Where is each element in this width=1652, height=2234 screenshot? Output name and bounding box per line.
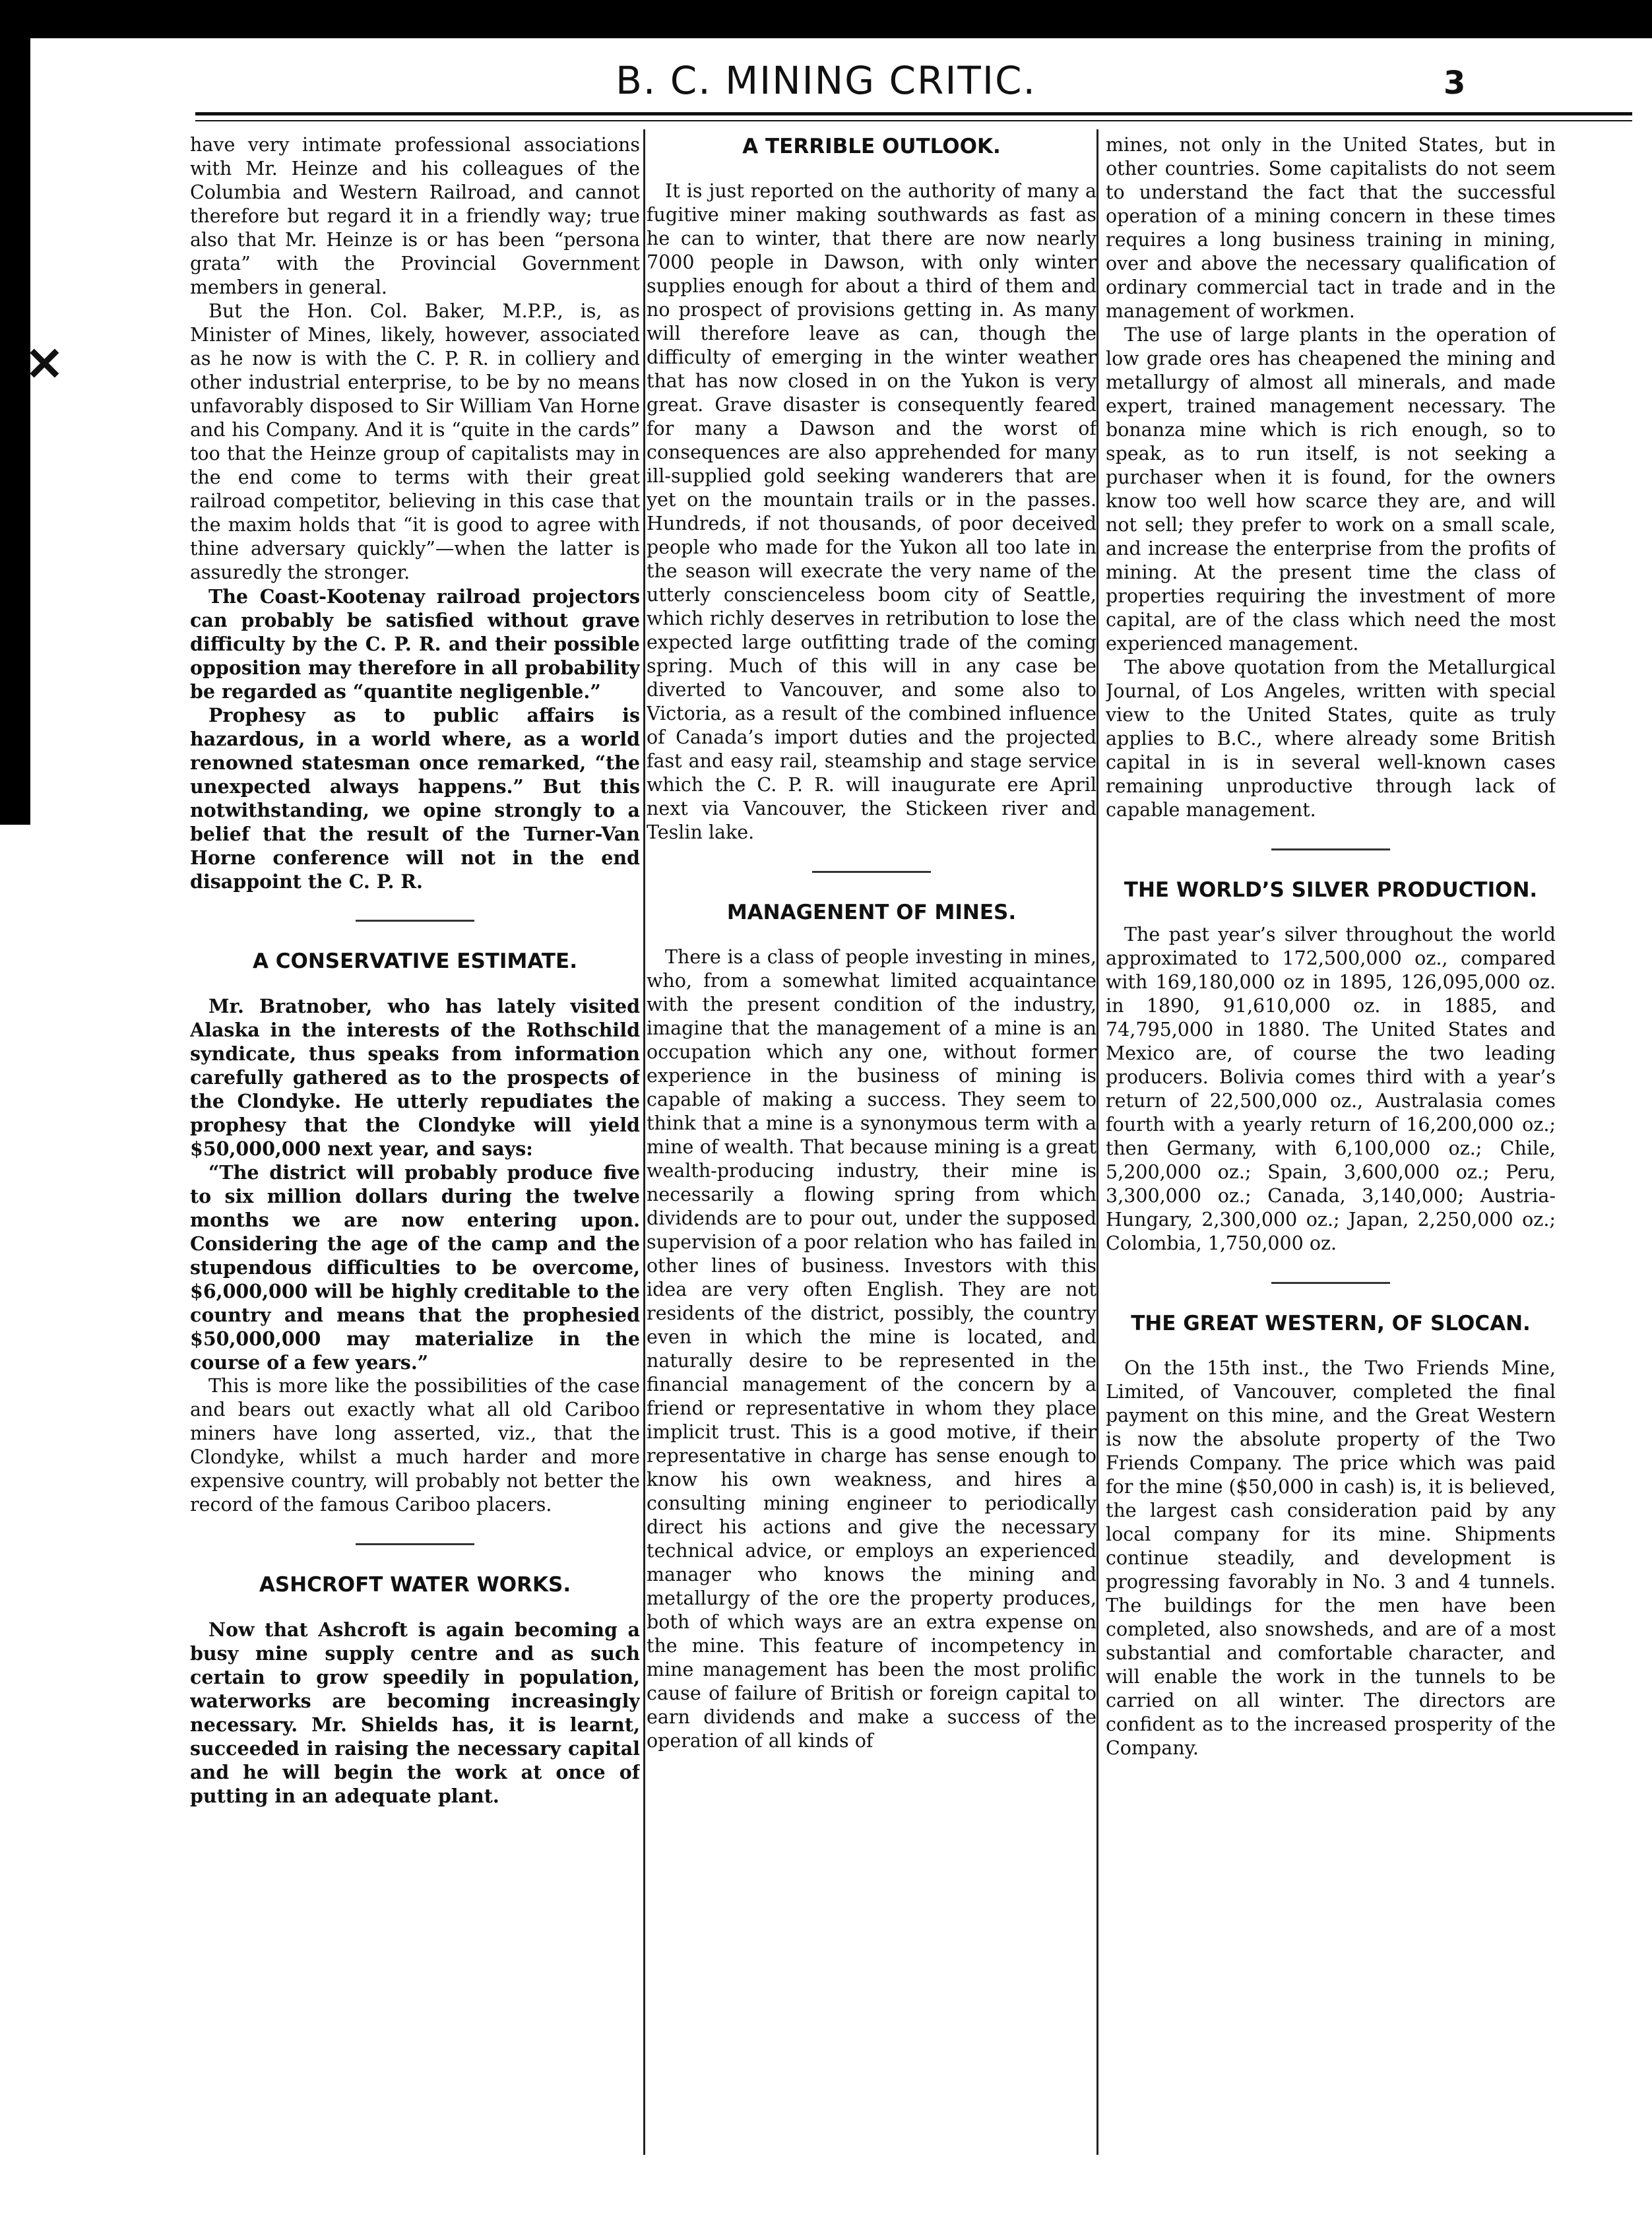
article-paragraph: It is just reported on the authority of many a fugitive miner making southwards as fast as he can to winter, that there are now nearly 7000 people in Dawson, with only winter supplies enough for about a third of them and no prospect of provisions getting in. As many will therefore leave as can, though the difficulty of emerging in the winter weather that has now closed in on the Yukon is very great. Grave disaster is consequently feared for many a Dawson and the worst of consequences are also apprehended for many ill-supplied gold seeking wanderers that are yet on the mountain trails or in the passes. Hundreds, if not thousands, of poor deceived people who made for the Yukon all too late in the season will execrate the very name of the utterly conscienceless boom city of Seattle, which richly deserves in retribution to lose the expected large outfitting trade of the coming spring. Much of this will in any case be diverted to Vancouver, and some also to Victoria, as a result of the combined influence of Canada’s import duties and the projected fast and easy rail, steamship and stage service which the C. P. R. will inaugurate ere April next via Vancouver, the Stickeen river and Teslin lake. (647, 180, 1096, 843)
article-column-3 (1106, 133, 1556, 2159)
masthead-rule-thin (195, 120, 1632, 121)
page-number: 3 (1444, 65, 1466, 102)
article-paragraph: But the Hon. Col. Baker, M.P.P., is, as Minister of Mines, likely, however, associated as he now is with the C. P. R. in colliery and other industrial enterprise, to be by no means unfavorably disposed to Sir William Van Horne and his Company. And it is “quite in the cards” too that the Heinze group of capitalists may in the end come to terms with their great railroad competitor, believing in this case that the maxim holds that “it is good to agree with thine adversary quickly”—when the latter is assuredly the stronger. (190, 300, 640, 583)
article-paragraph: The past year’s silver throughout the world approximated to 172,500,000 oz., compared with 169,180,000 oz in 1895, 126,095,000 oz. in 1890, 91,610,000 oz. in 1885, and 74,795,000 in 1880. The United States and Mexico are, of course the two leading producers. Bolivia comes third with a year’s return of 22,500,000 oz., Australasia comes fourth with a yearly return of 16,200,000 oz.; then Germany, with 6,100,000 oz.; Chile, 5,200,000 oz.; Spain, 3,600,000 oz.; Peru, 3,300,000 oz.; Canada, 3,140,000; Austria-Hungary, 2,300,000 oz.; Japan, 2,250,000 oz.; Colombia, 1,750,000 oz. (1106, 924, 1556, 1254)
column-divider-right (1096, 129, 1098, 2155)
masthead-rule-thick (195, 112, 1632, 115)
article-paragraph: The use of large plants in the operation of low grade ores has cheapened the mining and metallurgy of almost all minerals, and made expert, trained management necessary. The bonanza mine which is rich enough, so to speak, as to run itself, is not seeking a purchaser when it is found, for the owners know too well how scarce they are, and will not sell; they prefer to work on a small scale, and increase the enterprise from the profits of mining. At the present time the class of properties requiring the investment of more capital, are of the class which need the most experienced management. (1106, 324, 1556, 654)
article-paragraph: Prophesy as to public affairs is hazardous, in a world where, as a world renowned statesman once remarked, “the unexpected always happens.” But this notwithstanding, we opine strongly to a belief that the result of the Turner-Van Horne conference will not in the end disappoint the C. P. R. (190, 704, 640, 893)
article-separator (1271, 1282, 1390, 1284)
top-black-border (0, 0, 1652, 38)
article-paragraph: have very intimate professional associations with Mr. Heinze and his colleagues of the Columbia and Western Railroad, and cannot therefore but regard it in a friendly way; true also that Mr. Heinze is or has been “persona grata” with the Provincial Government members in general. (190, 134, 640, 298)
column-divider-left (643, 129, 645, 2155)
ink-blot-mark: ✕ (25, 336, 64, 391)
masthead-title: B. C. MINING CRITIC. (616, 58, 1036, 103)
article-separator (1271, 848, 1390, 850)
headline-managenent-of-mines: MANAGENENT OF MINES. (726, 901, 1017, 924)
article-paragraph: On the 15th inst., the Two Friends Mine, Limited, of Vancouver, completed the final payment on this mine, and the Great Western is now the absolute property of the Two Friends Company. The price which was paid for the mine ($50,000 in cash) is, it is believed, the largest cash consideration paid by any local company for its mine. Shipments continue steadily, and development is progressing favorably in No. 3 and 4 tunnels. The buildings for the men have been completed, also snowsheds, and are of a most substantial and comfortable character, and will enable the work in the tunnels to be carried on all winter. The directors are confident as to the increased prosperity of the Company. (1106, 1357, 1556, 1759)
headline-a-conservative-estimate: A CONSERVATIVE ESTIMATE. (252, 949, 578, 973)
headline-a-terrible-outlook: A TERRIBLE OUTLOOK. (742, 135, 1001, 158)
article-paragraph: This is more like the possibilities of the case and bears out exactly what all old Cariboo miners have long asserted, viz., that the Clondyke, whilst a much harder and more expensive country, will probably not better the record of the famous Cariboo placers. (190, 1375, 640, 1516)
headline-the-world-s-silver-production: THE WORLD’S SILVER PRODUCTION. (1124, 878, 1538, 902)
article-paragraph: There is a class of people investing in mines, who, from a somewhat limited acquaintance with the present condition of the industry, imagine that the management of a mine is an occupation which any one, without former experience in the business of mining is capable of making a success. They seem to think that a mine is a synonymous term with a mine of wealth. That because mining is a great wealth-producing industry, their mine is necessarily a flowing spring from which dividends are to pour out, under the supposed supervision of a poor relation who has failed in other lines of business. Investors with this idea are very often English. They are not residents of the district, possibly, the country even in which the mine is located, and naturally desire to be represented in the financial management of the concern by a friend or representative in whom they place implicit trust. This is a good motive, if their representative in charge has sense enough to know his own weakness, and hires a consulting mining engineer to periodically direct his actions and give the necessary technical advice, or employs an experienced manager who knows the mining and metallurgy of the ore the property produces, both of which ways are an extra expense on the mine. This feature of incompetency in mine management has been the most prolific cause of failure of British or foreign capital to earn dividends and make a success of the operation of all kinds of (647, 946, 1096, 1752)
article-paragraph: The above quotation from the Metallurgical Journal, of Los Angeles, written with special view to the United States, quite as truly applies to B.C., where already some British capital in is in several well-known cases remaining unproductive through lack of capable management. (1106, 656, 1556, 821)
left-scan-edge (0, 0, 30, 825)
article-separator (356, 920, 474, 922)
article-paragraph: Mr. Bratnober, who has lately visited Alaska in the interests of the Rothschild syndicate, thus speaks from information carefully gathered as to the prospects of the Clondyke. He utterly repudiates the prophesy that the Clondyke will yield $50,000,000 next year, and says: (190, 995, 640, 1160)
article-separator (812, 871, 931, 873)
article-column-1 (190, 133, 640, 2159)
article-paragraph: “The district will probably produce five to six million dollars during the twelve months we are now entering upon. Considering the age of the camp and the stupendous difficulties to be overcome, $6,000,000 will be highly creditable to the country and means that the prophesied $50,000,000 may materialize in the course of a few years.” (190, 1161, 640, 1374)
article-paragraph: The Coast-Kootenay railroad projectors can probably be satisfied without grave difficulty by the C. P. R. and their possible opposition may therefore in all probability be regarded as “quantite negligenble.” (190, 585, 640, 703)
headline-the-great-western-of-slocan: THE GREAT WESTERN, OF SLOCAN. (1131, 1312, 1531, 1335)
article-paragraph: mines, not only in the United States, but in other countries. Some capitalists do not seem to understand the fact that the successful operation of a mining concern in these times requires a long business training in mining, over and above the necessary qualification of ordinary commercial tact in trade and in the management of workmen. (1106, 134, 1556, 322)
article-column-2 (647, 133, 1096, 2159)
article-paragraph: Now that Ashcroft is again becoming a busy mine supply centre and as such certain to grow speedily in population, waterworks are becoming increasingly necessary. Mr. Shields has, it is learnt, succeeded in raising the necessary capital and he will begin the work at once of putting in an adequate plant. (190, 1618, 640, 1807)
article-separator (356, 1543, 474, 1545)
headline-ashcroft-water-works: ASHCROFT WATER WORKS. (259, 1573, 571, 1597)
